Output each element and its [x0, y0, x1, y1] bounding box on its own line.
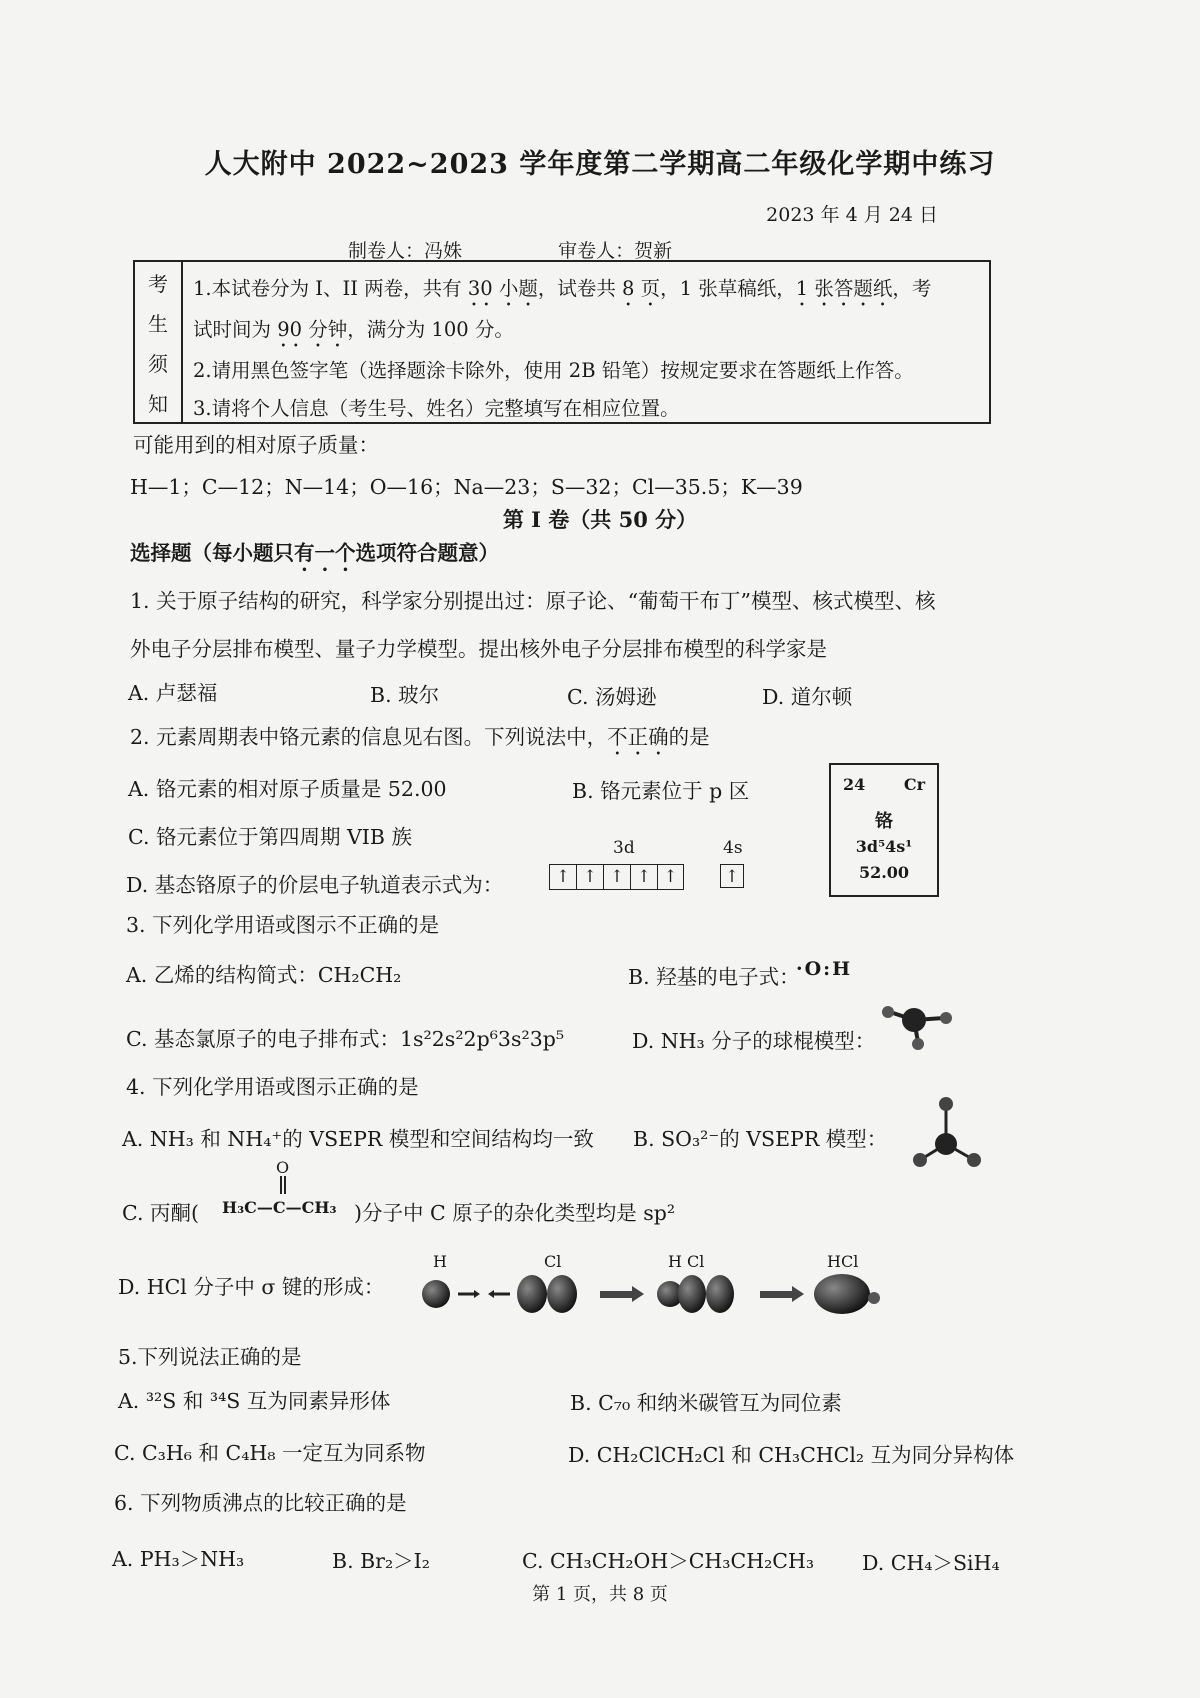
atomic-number: 24 — [843, 775, 866, 794]
q6-option-c: C. CH₃CH₂OH＞CH₃CH₂CH₃ — [522, 1549, 815, 1573]
q5-stem: 5.下列说法正确的是 — [118, 1345, 302, 1369]
q4-option-d: D. HCl 分子中 σ 键的形成： — [118, 1275, 385, 1299]
label-4s: 4s — [723, 838, 743, 858]
label-h-cl: H Cl — [668, 1252, 705, 1271]
notice-line-2: 试时间为 90 分钟，满分为 100 分。 — [193, 318, 514, 341]
q5-option-c: C. C₃H₆ 和 C₄H₈ 一定互为同系物 — [114, 1441, 426, 1465]
q4-option-c-prefix: C. 丙酮( — [122, 1201, 199, 1225]
q2-stem: 2. 元素周期表中铬元素的信息见右图。下列说法中，不正确的是 — [130, 725, 710, 749]
q5-option-b: B. C₇₀ 和纳米碳管互为同位素 — [570, 1391, 842, 1415]
atomic-mass-values: H—1；C—12；N—14；O—16；Na—23；S—32；Cl—35.5；K—39 — [130, 475, 803, 499]
orbital-3d — [549, 864, 684, 890]
q4-stem: 4. 下列化学用语或图示正确的是 — [126, 1075, 419, 1099]
orbital-3d-4: ↑ — [630, 864, 657, 890]
q1-option-a: A. 卢瑟福 — [128, 681, 218, 705]
orbital-3d-2: ↑ — [576, 864, 603, 890]
notice-text — [183, 262, 989, 422]
notice-heading: 考 生 须 知 — [135, 262, 183, 422]
q3-option-d: D. NH₃ 分子的球棍模型： — [632, 1029, 876, 1053]
q3-option-b: B. 羟基的电子式： — [628, 965, 800, 989]
q1-option-b: B. 玻尔 — [370, 683, 440, 707]
nh3-ball-stick-model — [878, 996, 958, 1052]
q1-stem-1: 1. 关于原子结构的研究，科学家分别提出过：原子论、“葡萄干布丁”模型、核式模型、核 — [130, 589, 936, 613]
q5-option-d: D. CH₂ClCH₂Cl 和 CH₃CHCl₂ 互为同分异构体 — [568, 1443, 1015, 1467]
acetone-oxygen: O — [276, 1158, 290, 1177]
label-3d: 3d — [613, 838, 635, 858]
orbital-4s: ↑ — [720, 864, 744, 888]
acetone-formula: H₃C—C—CH₃ — [222, 1198, 337, 1217]
notice-line-1: 1.本试卷分为 I、II 两卷，共有 30 小题，试卷共 8 页，1 张草稿纸，1 张答题纸，考 — [193, 277, 932, 300]
label-h: H — [433, 1252, 447, 1271]
q4-option-b: B. SO₃²⁻的 VSEPR 模型： — [633, 1127, 888, 1151]
orbital-3d-1: ↑ — [549, 864, 576, 890]
reviewer: 审卷人：贺新 — [558, 240, 673, 262]
acetone-double-bond — [280, 1176, 286, 1194]
exam-title: 人大附中 2022~2023 学年度第二学期高二年级化学期中练习 — [204, 149, 996, 180]
q6-option-d: D. CH₄＞SiH₄ — [862, 1551, 1000, 1575]
q3-option-a: A. 乙烯的结构简式：CH₂CH₂ — [126, 963, 402, 987]
label-hcl: HCl — [827, 1252, 859, 1271]
exam-date: 2023 年 4 月 24 日 — [766, 204, 938, 226]
element-name: 铬 — [875, 811, 893, 832]
hydroxyl-electron-formula: ·O:H — [796, 958, 853, 980]
q4-option-c-suffix: )分子中 C 原子的杂化类型均是 sp² — [354, 1201, 676, 1225]
notice-line-4: 3.请将个人信息（考生号、姓名）完整填写在相应位置。 — [193, 397, 680, 420]
q4-option-a: A. NH₃ 和 NH₄⁺的 VSEPR 模型和空间结构均一致 — [122, 1127, 594, 1151]
exam-authors — [348, 236, 762, 263]
orbital-3d-3: ↑ — [603, 864, 630, 890]
maker: 制卷人：冯姝 — [348, 240, 463, 262]
page-footer: 第 1 页，共 8 页 — [532, 1584, 668, 1605]
so3-vsepr-model — [906, 1092, 986, 1172]
label-cl: Cl — [544, 1252, 562, 1271]
q2-option-d: D. 基态铬原子的价层电子轨道表示式为： — [126, 873, 504, 897]
q1-option-c: C. 汤姆逊 — [567, 685, 657, 709]
notice-line-3: 2.请用黑色签字笔（选择题涂卡除外，使用 2B 铅笔）按规定要求在答题纸上作答。 — [193, 359, 914, 382]
q2-option-c: C. 铬元素位于第四周期 VIB 族 — [128, 825, 412, 849]
q6-option-b: B. Br₂＞I₂ — [332, 1549, 430, 1573]
sigma-bond-diagram — [420, 1268, 880, 1320]
q6-stem: 6. 下列物质沸点的比较正确的是 — [114, 1491, 407, 1515]
electron-config: 3d⁵4s¹ — [855, 837, 913, 856]
q2-option-a: A. 铬元素的相对原子质量是 52.00 — [128, 777, 447, 801]
mc-instruction: 选择题（每小题只有一个选项符合题意） — [130, 541, 499, 565]
element-symbol: Cr — [903, 775, 925, 794]
q1-stem-2: 外电子分层排布模型、量子力学模型。提出核外电子分层排布模型的科学家是 — [130, 637, 827, 661]
orbital-3d-5: ↑ — [657, 864, 684, 890]
q5-option-a: A. ³²S 和 ³⁴S 互为同素异形体 — [118, 1389, 391, 1413]
atomic-mass: 52.00 — [858, 863, 910, 882]
atomic-mass-label: 可能用到的相对原子质量： — [133, 433, 379, 457]
q3-option-c: C. 基态氯原子的电子排布式：1s²2s²2p⁶3s²3p⁵ — [126, 1027, 565, 1051]
section-title: 第 I 卷（共 50 分） — [502, 507, 698, 532]
q2-option-b: B. 铬元素位于 p 区 — [572, 779, 750, 803]
q3-stem: 3. 下列化学用语或图示不正确的是 — [126, 913, 440, 937]
chromium-element-box — [829, 763, 939, 897]
notice-box — [133, 260, 991, 424]
q1-option-d: D. 道尔顿 — [762, 685, 853, 709]
q6-option-a: A. PH₃＞NH₃ — [112, 1547, 245, 1571]
